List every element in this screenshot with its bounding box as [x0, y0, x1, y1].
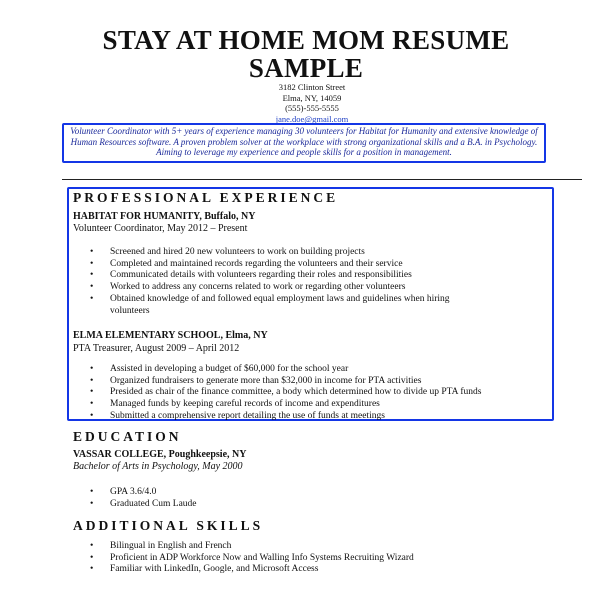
list-item: • Completed and maintained records regarding the volunteers and their service — [84, 259, 484, 271]
list-item: • GPA 3.6/4.0 — [84, 487, 484, 499]
experience-heading: PROFESSIONAL EXPERIENCE — [73, 190, 339, 205]
list-item: • Organized fundraisers to generate more than $32,000 in income for PTA activities — [84, 376, 484, 388]
list-item: • Presided as chair of the finance committee, a body which determined how to divide up PTA funds — [84, 387, 484, 399]
list-item: • Managed funds by keeping careful records of income and expenditures — [84, 399, 484, 411]
title-line-2: SAMPLE — [248, 53, 364, 83]
job-2-role: PTA Treasurer, August 2009 – April 2012 — [73, 343, 240, 354]
address: 3182 Clinton Street — [278, 82, 346, 92]
title-line-1: STAY AT HOME MOM RESUME — [102, 25, 510, 55]
job-1-org: HABITAT FOR HUMANITY, Buffalo, NY — [73, 211, 256, 222]
list-item: • Familiar with LinkedIn, Google, and Microsoft Access — [84, 564, 484, 576]
list-item: • Worked to address any concerns related to work or regarding other volunteers — [84, 282, 484, 294]
list-item: • Assisted in developing a budget of $60,000 for the school year — [84, 364, 484, 376]
contact-block — [262, 82, 362, 124]
phone: (555)-555-5555 — [285, 103, 339, 113]
job-2-bullets — [84, 364, 484, 423]
list-item: • Submitted a comprehensive report detailing the use of funds at meetings — [84, 411, 484, 423]
list-item: • Proficient in ADP Workforce Now and Walling Info Systems Recruiting Wizard — [84, 553, 484, 565]
skills-heading: ADDITIONAL SKILLS — [73, 518, 264, 533]
list-item: • Bilingual in English and French — [84, 541, 484, 553]
email-link[interactable]: jane.doe@gmail.com — [275, 113, 349, 124]
education-bullets — [84, 487, 484, 510]
skills-bullets — [84, 541, 484, 576]
school-name: VASSAR COLLEGE, Poughkeepsie, NY — [73, 449, 247, 460]
list-item: • Obtained knowledge of and followed equal employment laws and guidelines when hiring volunteers — [84, 294, 484, 317]
city: Elma, NY, 14059 — [282, 92, 342, 103]
list-item: • Graduated Cum Laude — [84, 499, 484, 511]
job-1-bullets — [84, 247, 484, 317]
divider — [62, 179, 582, 180]
education-heading: EDUCATION — [73, 429, 182, 444]
job-1-role: Volunteer Coordinator, May 2012 – Present — [73, 223, 248, 234]
degree: Bachelor of Arts in Psychology, May 2000 — [73, 461, 243, 472]
list-item: • Screened and hired 20 new volunteers to work on building projects — [84, 247, 484, 259]
summary-box: Volunteer Coordinator with 5+ years of experience managing 30 volunteers for Habitat for Humanity and extensive knowledge of Human Resources software. A proven problem solver at the workplace with strong organizational skills and a B.A. in Psychology. Aiming to leverage my experience and people skills for a position in management. — [62, 123, 546, 163]
list-item: • Communicated details with volunteers regarding their roles and responsibilities — [84, 270, 484, 282]
job-2-org: ELMA ELEMENTARY SCHOOL, Elma, NY — [73, 330, 268, 341]
resume-title — [0, 26, 612, 82]
